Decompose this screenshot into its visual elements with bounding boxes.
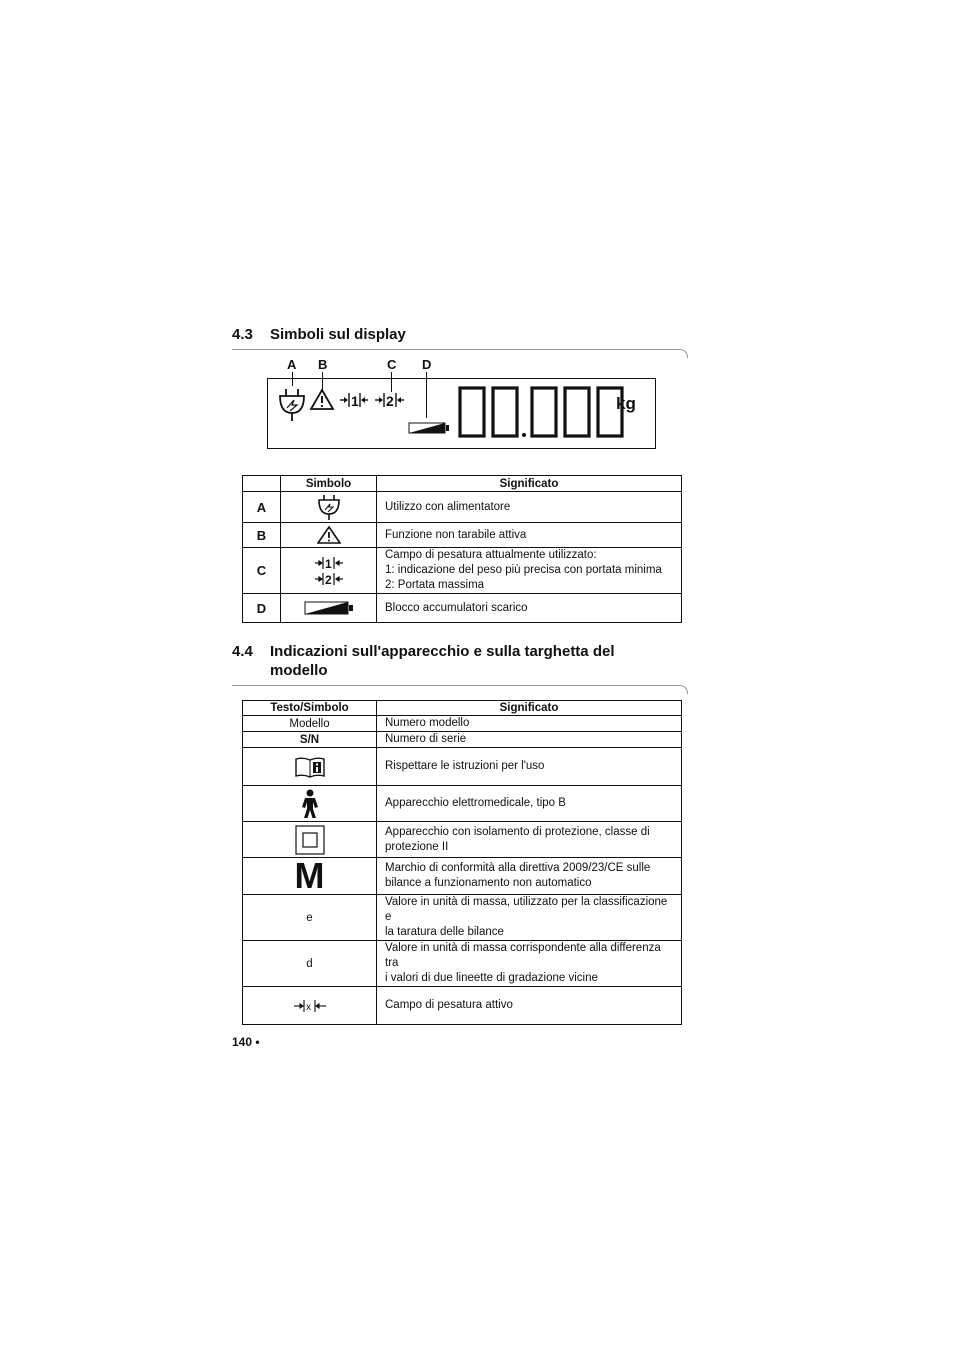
meaning-line: Rispettare le istruzioni per l'uso xyxy=(385,760,545,772)
row-symbol xyxy=(281,594,377,623)
row-symbol-text: e xyxy=(243,895,377,941)
table-row xyxy=(243,492,682,523)
meaning-line: Apparecchio elettromedicale, tipo B xyxy=(385,797,566,809)
row-symbol-text: Modello xyxy=(243,716,377,732)
label-b: B xyxy=(318,357,328,372)
section-rule xyxy=(232,349,679,350)
meaning-line: Utilizzo con alimentatore xyxy=(385,500,511,513)
row-meaning xyxy=(377,987,682,1025)
table-row xyxy=(243,594,682,623)
table-row xyxy=(243,732,682,748)
meaning-line: 1: indicazione del peso più precisa con portata minima xyxy=(385,564,662,576)
row-meaning xyxy=(377,523,682,548)
lcd-display xyxy=(267,378,656,449)
power-plug-icon xyxy=(314,493,344,521)
header-meaning: Significato xyxy=(377,476,682,492)
row-key: B xyxy=(243,523,281,548)
instructions-book-icon xyxy=(294,756,326,778)
section-rule-corner xyxy=(679,685,688,694)
table-row xyxy=(243,987,682,1025)
meaning-line: Valore in unità di massa corrispondente alla differenza tra xyxy=(385,942,661,969)
active-range-letter: x xyxy=(305,1001,311,1013)
row-meaning xyxy=(377,594,682,623)
section-title: Simboli sul display xyxy=(270,326,406,343)
range-2-digit: 2 xyxy=(386,393,394,409)
row-symbol xyxy=(243,748,377,786)
row-symbol-text: d xyxy=(243,941,377,987)
row-meaning xyxy=(377,941,682,987)
row-key: A xyxy=(243,492,281,523)
table-row xyxy=(243,941,682,987)
active-range-icon xyxy=(293,999,327,1013)
range-1-icon xyxy=(340,393,368,409)
warning-triangle-icon xyxy=(317,526,341,544)
row-meaning xyxy=(377,895,682,941)
label-a: A xyxy=(287,357,297,372)
power-plug-icon xyxy=(280,389,304,421)
row-meaning xyxy=(377,716,682,732)
meaning-line: 2: Portata massima xyxy=(385,579,485,591)
meaning-line: i valori di due lineette di gradazione vicine xyxy=(385,972,598,984)
row-symbol xyxy=(281,548,377,594)
range-2-digit: 2 xyxy=(324,572,332,587)
battery-low-icon xyxy=(304,601,354,615)
section-rule xyxy=(232,685,679,686)
unit-label: kg xyxy=(616,394,636,413)
row-symbol xyxy=(281,492,377,523)
table-header-row xyxy=(243,476,682,492)
section-number: 4.4 xyxy=(232,643,253,660)
meaning-line: Numero di serie xyxy=(385,733,467,745)
row-symbol-text: S/N xyxy=(243,732,377,748)
meaning-line: Apparecchio con isolamento di protezione, classe di xyxy=(385,825,650,838)
table-row xyxy=(243,748,682,786)
meaning-line: Campo di pesatura attivo xyxy=(385,999,513,1011)
row-symbol xyxy=(281,523,377,548)
meaning-line: Valore in unità di massa, utilizzato per la classificazione e xyxy=(385,896,668,923)
row-meaning xyxy=(377,732,682,748)
meaning-line: bilance a funzionamento non automatico xyxy=(385,877,592,889)
range-1-digit: 1 xyxy=(351,393,359,409)
row-meaning xyxy=(377,492,682,523)
warning-triangle-icon xyxy=(311,390,333,409)
meaning-line: protezione II xyxy=(385,840,449,853)
header-meaning: Significato xyxy=(377,701,682,716)
row-meaning xyxy=(377,858,682,895)
table-row xyxy=(243,786,682,822)
meaning-line: Numero modello xyxy=(385,717,470,729)
lcd-symbols xyxy=(268,379,655,448)
weighing-range-icon xyxy=(314,555,344,587)
meaning-line: Blocco accumulatori scarico xyxy=(385,601,528,614)
row-symbol xyxy=(243,987,377,1025)
row-meaning xyxy=(377,822,682,858)
device-label-table xyxy=(242,700,682,1025)
section-title-line1: Indicazioni sull'apparecchio e sulla targhetta del xyxy=(270,643,615,660)
meaning-line: Marchio di conformità alla direttiva 2009/23/CE sulle xyxy=(385,862,651,874)
page-number: 140 • xyxy=(232,1035,260,1049)
row-meaning xyxy=(377,548,682,594)
decimal-point xyxy=(522,433,526,437)
section-4-3-heading xyxy=(232,326,692,346)
table-row xyxy=(243,716,682,732)
row-symbol xyxy=(243,786,377,822)
class-2-insulation-icon xyxy=(295,825,325,855)
metrology-m-icon: M xyxy=(243,858,377,895)
table-header-row xyxy=(243,701,682,716)
table-row xyxy=(243,858,682,895)
label-d: D xyxy=(422,357,432,372)
table-row xyxy=(243,548,682,594)
header-symbol: Simbolo xyxy=(281,476,377,492)
table-row xyxy=(243,822,682,858)
row-meaning xyxy=(377,748,682,786)
section-title-line2: modello xyxy=(270,662,328,679)
meaning-line: Campo di pesatura attualmente utilizzato: xyxy=(385,549,597,561)
row-symbol xyxy=(243,822,377,858)
row-key: C xyxy=(243,548,281,594)
battery-low-icon xyxy=(409,423,449,433)
table-row xyxy=(243,523,682,548)
section-number: 4.3 xyxy=(232,326,253,343)
meaning-line: la taratura delle bilance xyxy=(385,926,504,938)
type-b-person-icon xyxy=(300,789,320,819)
header-symbol: Testo/Simbolo xyxy=(243,701,377,716)
label-c: C xyxy=(387,357,397,372)
table-row xyxy=(243,895,682,941)
meaning-line: Funzione non tarabile attiva xyxy=(385,528,527,541)
range-1-digit: 1 xyxy=(324,556,332,571)
header-empty xyxy=(243,476,281,492)
row-meaning xyxy=(377,786,682,822)
section-4-4-heading xyxy=(232,642,692,682)
row-key: D xyxy=(243,594,281,623)
display-symbols-table xyxy=(242,475,682,623)
section-rule-corner xyxy=(679,349,688,358)
weight-reading xyxy=(460,388,589,436)
range-2-icon xyxy=(375,393,404,409)
